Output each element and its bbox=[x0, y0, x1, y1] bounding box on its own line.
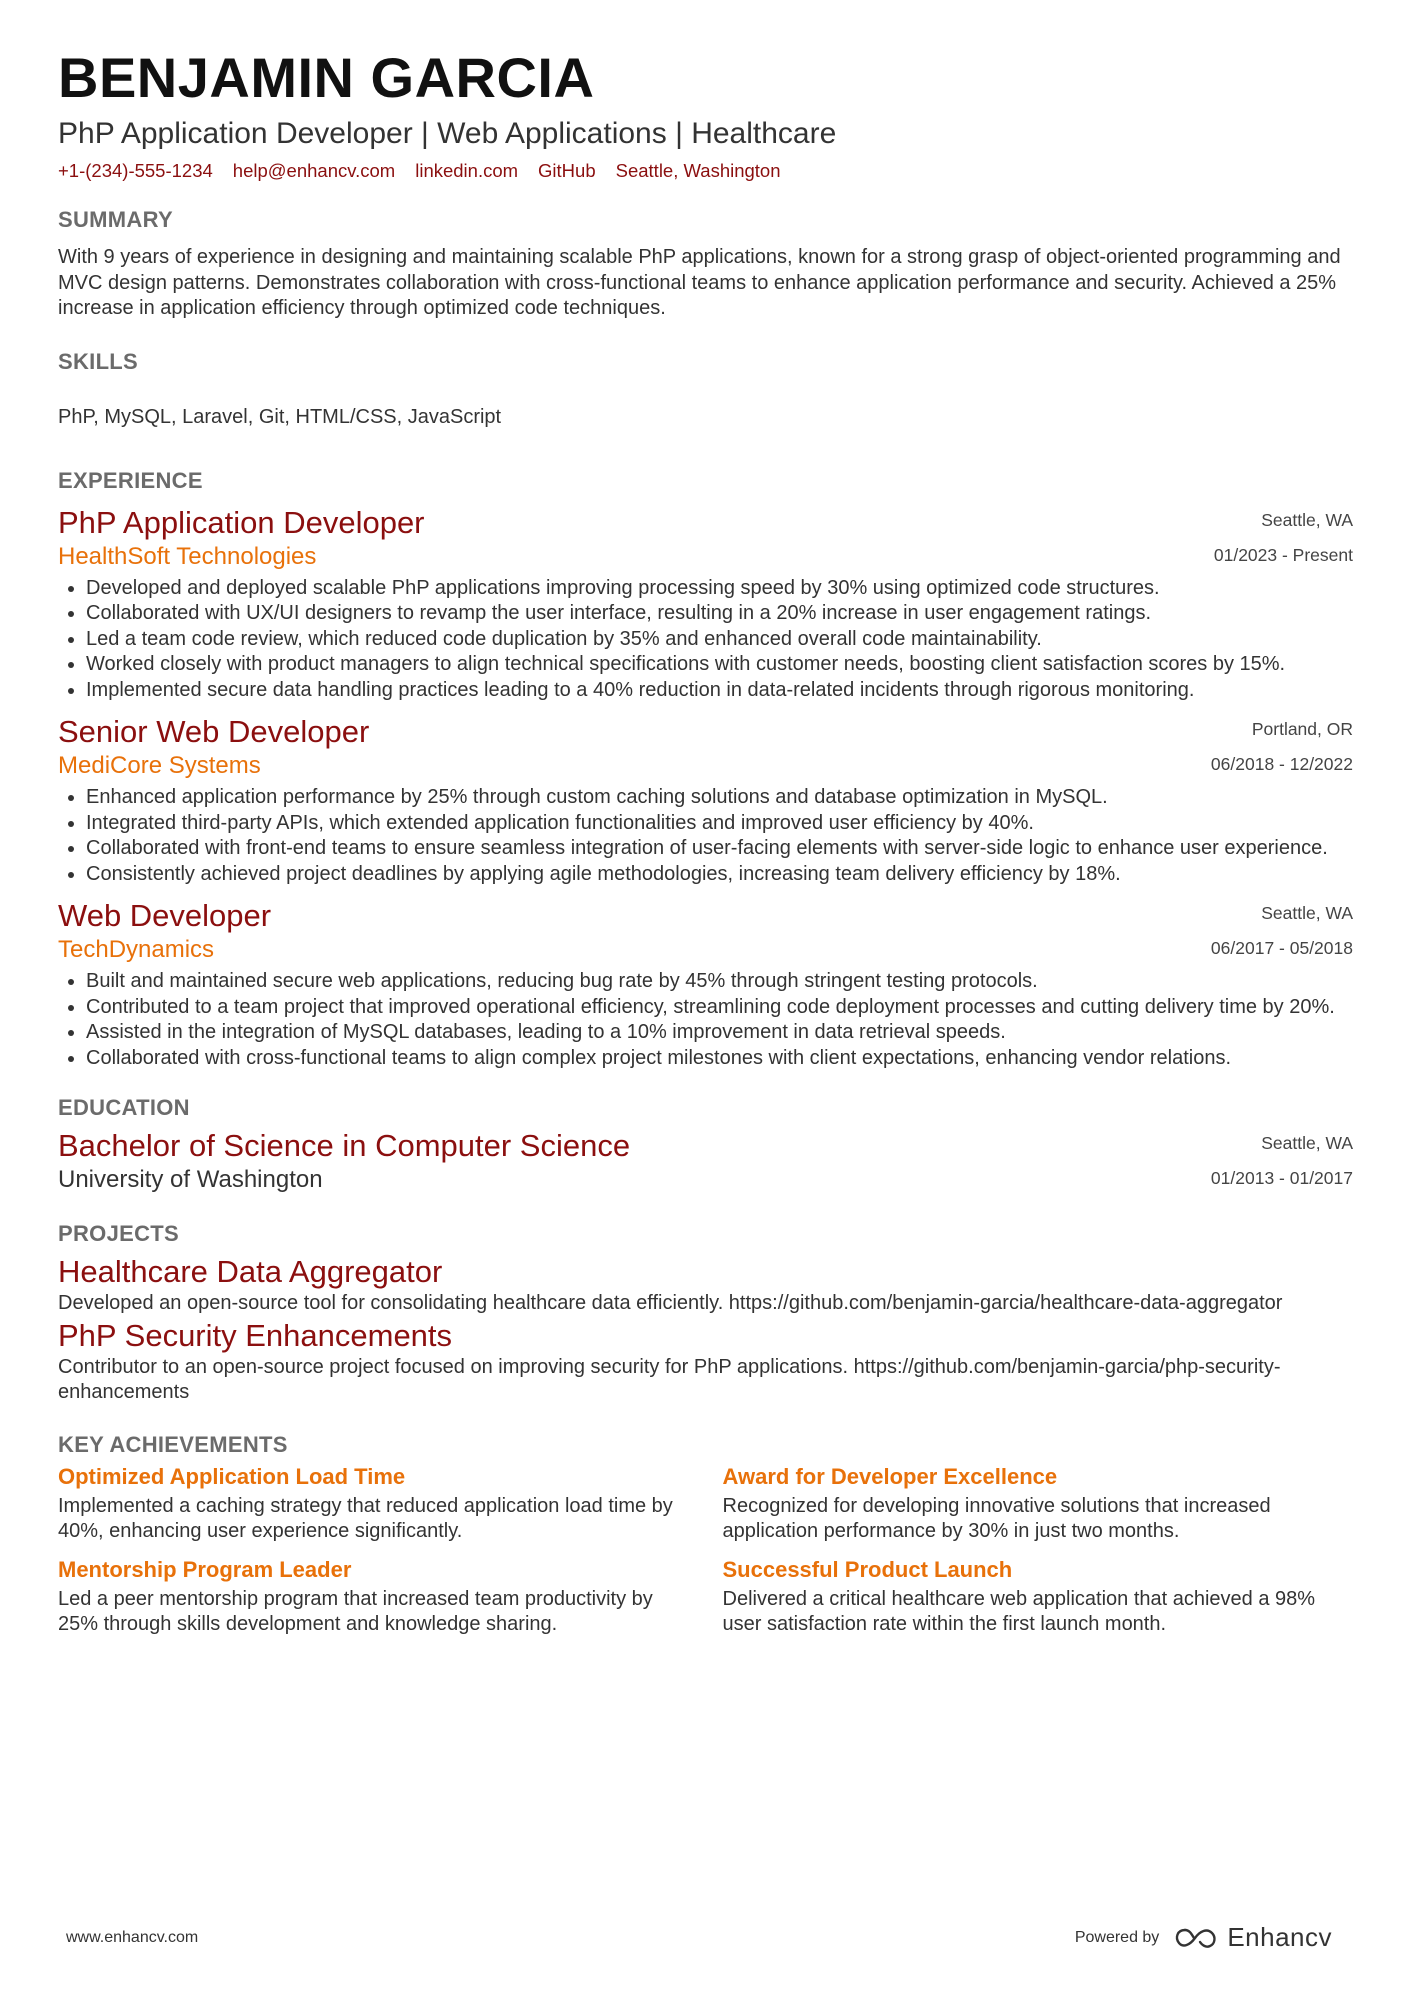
achievement-title: Successful Product Launch bbox=[722, 1556, 1013, 1582]
achievements-heading: KEY ACHIEVEMENTS bbox=[58, 1431, 288, 1457]
project-description: Developed an open-source tool for consolidating healthcare data efficiently. https://github.com/benjamin-garcia/healthcare-data-aggregator bbox=[58, 1292, 1283, 1314]
candidate-headline: PhP Application Developer | Web Applications | Healthcare bbox=[58, 117, 837, 150]
job-location: Portland, OR bbox=[1251, 719, 1353, 739]
company-name: HealthSoft Technologies bbox=[58, 542, 317, 570]
education-location: Seattle, WA bbox=[1261, 1133, 1353, 1153]
summary-text: With 9 years of experience in designing and maintaining scalable PhP applications, known for a strong grasp of object-oriented programming and MVC design patterns. Demonstrates collaboration with cross-functional teams to enhance application performance and security. Achieved a 25% increase in application efficiency through optimized code techniques. bbox=[58, 246, 1341, 319]
summary-heading: SUMMARY bbox=[58, 207, 173, 232]
achievement-item bbox=[723, 1555, 1354, 1638]
job-bullet: • Built and maintained secure web applications, reducing bug rate by 45% through stringent testing protocols. bbox=[86, 969, 1353, 995]
company-name: MediCore Systems bbox=[58, 752, 261, 779]
achievement-item bbox=[58, 1462, 689, 1545]
job-bullet: • Collaborated with front-end teams to ensure seamless integration of user-facing elements with server-side logic to enhance user experience. bbox=[86, 836, 1353, 862]
experience-entry bbox=[58, 504, 1353, 704]
achievement-item bbox=[723, 1462, 1354, 1545]
contact-bar bbox=[58, 160, 1353, 182]
footer-url[interactable]: www.enhancv.com bbox=[66, 1928, 199, 1946]
candidate-name: BENJAMIN GARCIA bbox=[58, 46, 595, 109]
project-item bbox=[58, 1317, 1353, 1406]
education-section bbox=[58, 1095, 1353, 1195]
job-dates: 06/2018 - 12/2022 bbox=[1210, 754, 1353, 774]
footer-branding bbox=[1075, 1922, 1332, 1953]
job-bullets bbox=[58, 785, 1353, 887]
project-item bbox=[58, 1253, 1353, 1317]
summary-section bbox=[58, 207, 1353, 322]
contact-location: Seattle, Washington bbox=[615, 160, 781, 181]
experience-section bbox=[58, 468, 1353, 1072]
achievements-section bbox=[58, 1432, 1353, 1638]
contact-phone[interactable]: +1-(234)-555-1234 bbox=[58, 160, 213, 181]
achievement-title: Award for Developer Excellence bbox=[722, 1463, 1058, 1489]
contact-email[interactable]: help@enhancv.com bbox=[232, 160, 396, 181]
experience-heading: EXPERIENCE bbox=[58, 467, 203, 493]
achievement-text: Led a peer mentorship program that increased team productivity by 25% through skills development and knowledge sharing. bbox=[58, 1587, 653, 1635]
page-footer bbox=[66, 1922, 1332, 1953]
job-bullet: • Assisted in the integration of MySQL databases, leading to a 10% improvement in data retrieval speeds. bbox=[86, 1020, 1353, 1046]
job-bullet: • Developed and deployed scalable PhP applications improving processing speed by 30% using optimized code structures. bbox=[86, 576, 1353, 602]
education-dates: 01/2013 - 01/2017 bbox=[1210, 1168, 1353, 1188]
powered-by-label: Powered by bbox=[1074, 1928, 1160, 1946]
experience-entry bbox=[58, 897, 1353, 1071]
job-bullet: • Worked closely with product managers to align technical specifications with customer needs, boosting client satisfaction scores by 15%. bbox=[86, 652, 1353, 678]
job-bullet: • Led a team code review, which reduced code duplication by 35% and enhanced overall code maintainability. bbox=[86, 627, 1353, 653]
enhancv-logo-icon bbox=[1173, 1926, 1219, 1950]
job-bullet: • Consistently achieved project deadlines by applying agile methodologies, increasing team delivery efficiency by 18%. bbox=[86, 862, 1353, 888]
job-bullet: • Enhanced application performance by 25% through custom caching solutions and database optimization in MySQL. bbox=[86, 785, 1353, 811]
achievement-text: Implemented a caching strategy that reduced application load time by 40%, enhancing user experience significantly. bbox=[58, 1494, 673, 1542]
skills-list: PhP, MySQL, Laravel, Git, HTML/CSS, JavaScript bbox=[58, 405, 502, 428]
job-bullet: • Collaborated with cross-functional teams to align complex project milestones with client expectations, enhancing vendor relations. bbox=[86, 1046, 1353, 1072]
project-description: Contributor to an open-source project focused on improving security for PhP applications. https://github.com/benjamin-garcia/php-security-enhancements bbox=[58, 1355, 1281, 1403]
projects-section bbox=[58, 1221, 1353, 1406]
contact-github[interactable]: GitHub bbox=[538, 160, 596, 181]
projects-heading: PROJECTS bbox=[58, 1221, 179, 1246]
job-dates: 01/2023 - Present bbox=[1213, 544, 1353, 565]
school-name: University of Washington bbox=[58, 1166, 323, 1193]
job-bullet: • Collaborated with UX/UI designers to revamp the user interface, resulting in a 20% increase in user engagement ratings. bbox=[86, 601, 1353, 627]
skills-section bbox=[58, 349, 1353, 430]
achievement-item bbox=[58, 1555, 689, 1638]
contact-linkedin[interactable]: linkedin.com bbox=[415, 160, 519, 181]
job-bullet: • Contributed to a team project that improved operational efficiency, streamlining code deployment processes and cutting delivery time by 20%. bbox=[86, 995, 1353, 1021]
achievement-title: Optimized Application Load Time bbox=[58, 1463, 406, 1489]
achievement-text: Delivered a critical healthcare web application that achieved a 98% user satisfaction rate within the first launch month. bbox=[722, 1587, 1316, 1635]
job-title: PhP Application Developer bbox=[58, 504, 425, 540]
achievements-grid bbox=[58, 1462, 1353, 1638]
experience-entry bbox=[58, 713, 1353, 887]
job-bullet: • Implemented secure data handling practices leading to a 40% reduction in data-related incidents through rigorous monitoring. bbox=[86, 678, 1353, 704]
project-title: Healthcare Data Aggregator bbox=[58, 1254, 443, 1289]
company-name: TechDynamics bbox=[58, 936, 215, 963]
job-title: Web Developer bbox=[58, 898, 272, 933]
resume-header bbox=[58, 44, 1353, 182]
enhancv-logo[interactable] bbox=[1173, 1922, 1332, 1953]
job-location: Seattle, WA bbox=[1261, 903, 1353, 923]
job-bullet: • Integrated third-party APIs, which extended application functionalities and improved user efficiency by 40%. bbox=[86, 811, 1353, 837]
achievement-title: Mentorship Program Leader bbox=[58, 1556, 352, 1582]
job-bullets bbox=[58, 576, 1353, 704]
degree-title: Bachelor of Science in Computer Science bbox=[58, 1128, 631, 1163]
job-dates: 06/2017 - 05/2018 bbox=[1210, 938, 1353, 958]
achievement-text: Recognized for developing innovative solutions that increased application performance by 30% in just two months. bbox=[722, 1494, 1271, 1542]
job-title: Senior Web Developer bbox=[58, 714, 370, 749]
job-bullets bbox=[58, 969, 1353, 1071]
job-location: Seattle, WA bbox=[1261, 509, 1353, 530]
education-heading: EDUCATION bbox=[58, 1095, 190, 1120]
enhancv-logo-text: Enhancv bbox=[1227, 1922, 1332, 1952]
project-title: PhP Security Enhancements bbox=[58, 1317, 453, 1353]
skills-heading: SKILLS bbox=[58, 348, 139, 374]
